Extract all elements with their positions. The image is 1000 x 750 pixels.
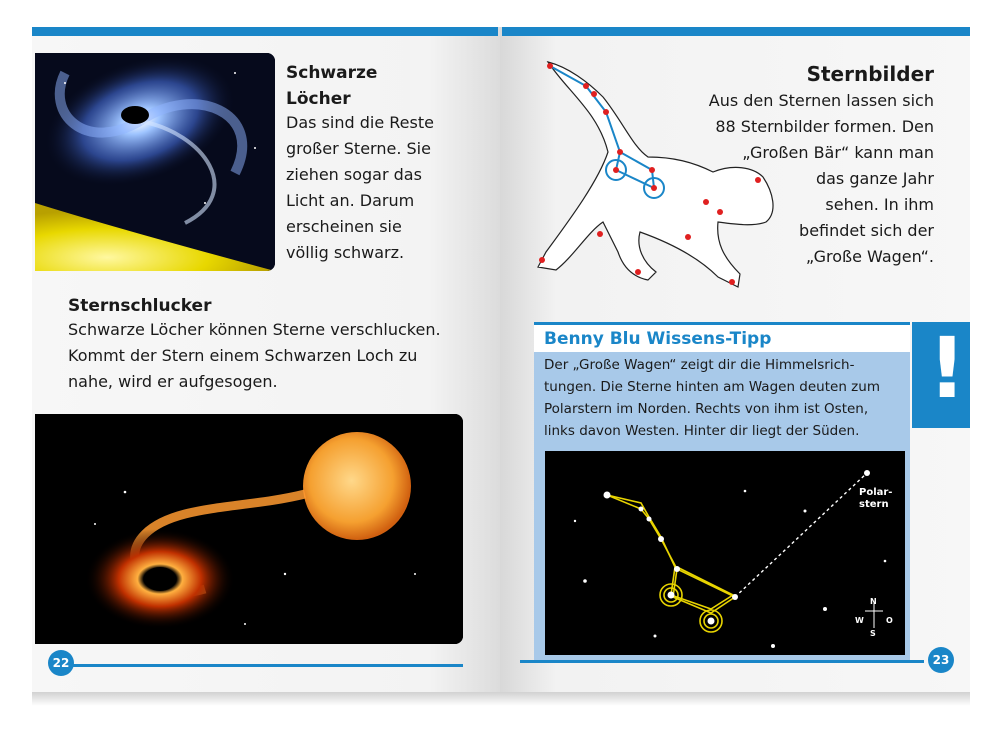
exclamation-icon — [912, 319, 970, 428]
black-holes-title-1: Schwarze — [286, 63, 378, 83]
black-holes-title-2: Löcher — [286, 89, 351, 109]
text-line: erscheinen sie — [286, 217, 402, 236]
left-footer-line — [72, 664, 463, 667]
page-number-22: 22 — [48, 650, 74, 676]
text-line: ziehen sogar das — [286, 165, 422, 184]
text-line: völlig schwarz. — [286, 243, 405, 262]
black-holes-text — [286, 110, 434, 266]
swallower-text — [68, 317, 441, 395]
text-line: links davon Westen. Hinter dir liegt der Süden. — [544, 423, 860, 439]
text-line: Kommt der Stern einem Schwarzen Loch zu — [68, 346, 418, 365]
constellations-text — [709, 88, 934, 270]
exclamation-mark: ! — [928, 319, 967, 417]
swallower-title: Sternschlucker — [68, 296, 212, 316]
text-line: sehen. In ihm — [825, 195, 934, 214]
page-number-23: 23 — [928, 647, 954, 673]
left-top-bar — [32, 27, 498, 36]
text-line: nahe, wird er aufgesogen. — [68, 372, 278, 391]
compass-n: N — [870, 597, 877, 606]
text-line: „Großen Bär“ kann man — [742, 143, 934, 162]
book-shadow — [32, 692, 970, 706]
text-line: das ganze Jahr — [815, 169, 934, 188]
right-top-bar — [502, 27, 970, 36]
polar-star-label — [859, 487, 892, 511]
star-swallow-illustration — [35, 414, 463, 644]
right-footer-line — [520, 660, 924, 663]
text-line: Licht an. Darum — [286, 191, 415, 210]
text-line: großer Sterne. Sie — [286, 139, 431, 158]
text-line: tungen. Die Sterne hinten am Wagen deuten zum — [544, 379, 880, 395]
galaxy-illustration — [35, 53, 275, 271]
star-swallow-image — [35, 414, 463, 644]
compass-w: W — [855, 616, 864, 625]
tip-text — [544, 354, 904, 442]
tip-header: Benny Blu Wissens-Tipp — [534, 322, 910, 352]
big-dipper-map — [545, 451, 905, 655]
text-line: Aus den Sternen lassen sich — [708, 91, 934, 110]
constellations-title: Sternbilder — [806, 62, 934, 86]
compass-s: S — [870, 629, 876, 638]
text-line: 88 Sternbilder formen. Den — [715, 117, 934, 136]
text-line: befindet sich der — [799, 221, 934, 240]
text-line: „Große Wagen“. — [805, 247, 934, 266]
compass-o: O — [886, 616, 893, 625]
text-line: Das sind die Reste — [286, 113, 434, 132]
star-map — [545, 451, 905, 655]
text-line: Polarstern im Norden. Rechts von ihm ist Osten, — [544, 401, 869, 417]
galaxy-image — [35, 53, 275, 271]
label-line: Polar- — [859, 487, 893, 498]
text-line: Der „Große Wagen“ zeigt dir die Himmelsrich- — [544, 357, 855, 373]
text-line: Schwarze Löcher können Sterne verschlucken. — [68, 320, 441, 339]
label-line: stern — [859, 499, 889, 510]
